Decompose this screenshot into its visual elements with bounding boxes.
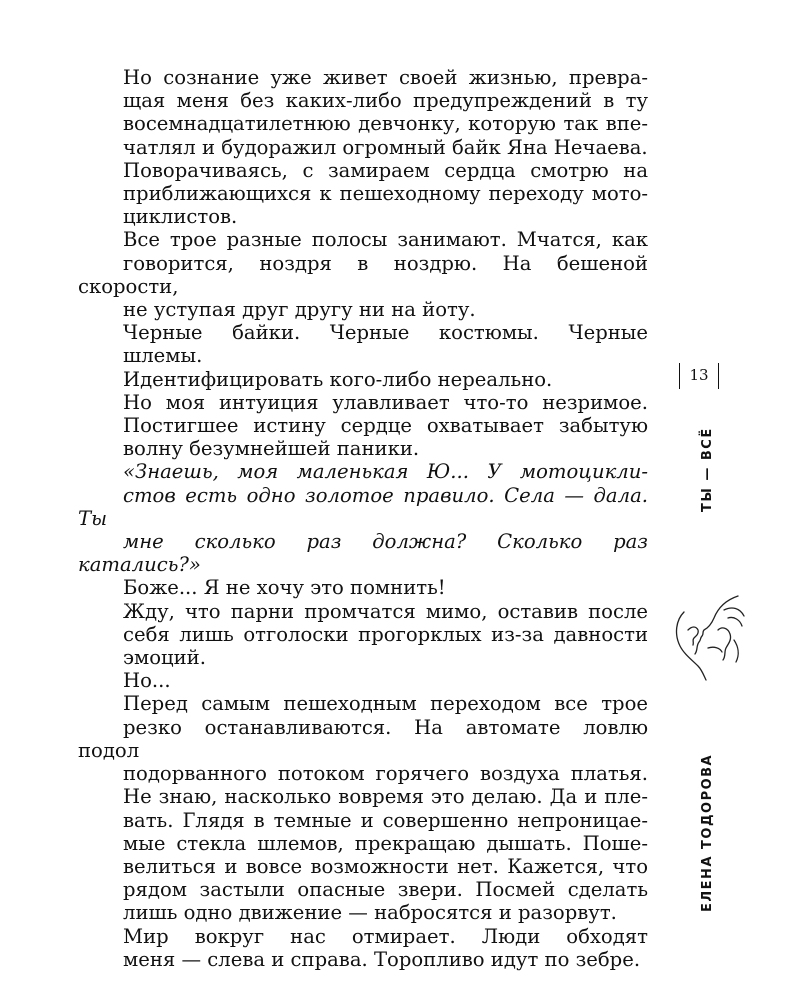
paragraph	[78, 321, 648, 367]
page-number: 13	[679, 366, 719, 385]
text-line: чатлял и будоражил огромный байк Яна Нечаева.	[123, 135, 648, 159]
paragraph	[78, 925, 648, 971]
text-line: Идентифицировать кого-либо нереально.	[123, 367, 553, 391]
paragraph	[78, 66, 648, 159]
paragraph	[78, 669, 648, 692]
text-line: Все трое разные полосы занимают. Мчатся, как	[123, 228, 648, 252]
text-line: приближающихся к пешеходному переходу мото-	[123, 182, 648, 206]
text-line: мые стекла шлемов, прекращаю дышать. Поше-	[123, 831, 648, 855]
text-line: Поворачиваясь, с замираем сердца смотрю на	[123, 158, 648, 182]
author-name: ЕЛЕНА ТОДОРОВА	[700, 753, 715, 912]
text-line: рядом застыли опасные звери. Посмей сделать	[123, 878, 648, 902]
text-line: велиться и вовсе возможности нет. Кажется, что	[123, 854, 648, 878]
text-line: мне сколько раз должна? Сколько раз катались?»	[78, 530, 648, 577]
text-line: не уступая друг другу ни на йоту.	[123, 298, 476, 322]
text-line: Но сознание уже живет своей жизнью, превра-	[123, 66, 648, 89]
text-line: говорится, ноздря в ноздрю. На бешеной скорости,	[78, 251, 648, 298]
text-line: шлемы.	[123, 344, 203, 368]
text-line: «Знаешь, моя маленькая Ю... У мотоцикли-	[123, 460, 648, 484]
faces-profile-icon	[668, 590, 750, 682]
text-line: подорванного потоком горячего воздуха платья.	[123, 762, 648, 786]
text-line: вать. Глядя в темные и совершенно непроницае-	[123, 808, 648, 832]
text-line: Черные байки. Черные костюмы. Черные	[123, 321, 648, 345]
text-line: щая меня без каких-либо предупреждений в ту	[123, 89, 648, 113]
paragraph	[78, 600, 648, 670]
text-line: восемнадцатилетнюю девчонку, которую так впе-	[123, 112, 648, 136]
text-line: себя лишь отголоски прогорклых из-за давности	[123, 622, 648, 646]
text-line: Но...	[123, 669, 171, 693]
body-text	[78, 66, 648, 971]
text-line: резко останавливаются. На автомате ловлю подол	[78, 715, 648, 762]
text-line: Но моя интуиция улавливает что-то незримое.	[123, 390, 648, 414]
text-line: циклистов.	[123, 205, 238, 229]
paragraph	[78, 391, 648, 461]
text-line: меня — слева и справа. Торопливо идут по зебре.	[123, 947, 641, 971]
text-line: эмоций.	[123, 646, 206, 670]
text-line: Перед самым пешеходным переходом все трое	[123, 692, 648, 716]
paragraph	[78, 460, 648, 576]
paragraph	[78, 159, 648, 229]
text-line: Боже... Я не хочу это помнить!	[123, 576, 446, 600]
text-line: стов есть одно золотое правило. Села — дала. Ты	[78, 483, 648, 530]
paragraph	[78, 368, 648, 391]
text-line: Мир вокруг нас отмирает. Люди обходят	[123, 924, 648, 948]
text-line: лишь одно движение — набросятся и разорвут.	[123, 901, 617, 925]
text-line: волну безумнейшей паники.	[123, 437, 420, 461]
book-title: ТЫ — ВСЁ	[700, 427, 715, 512]
paragraph	[78, 576, 648, 599]
text-line: Не знаю, насколько вовремя это делаю. Да и пле-	[123, 785, 648, 809]
paragraph	[78, 692, 648, 924]
text-line: Постигшее истину сердце охватывает забытую	[123, 414, 648, 438]
paragraph	[78, 228, 648, 321]
text-line: Жду, что парни промчатся мимо, оставив после	[123, 599, 648, 623]
